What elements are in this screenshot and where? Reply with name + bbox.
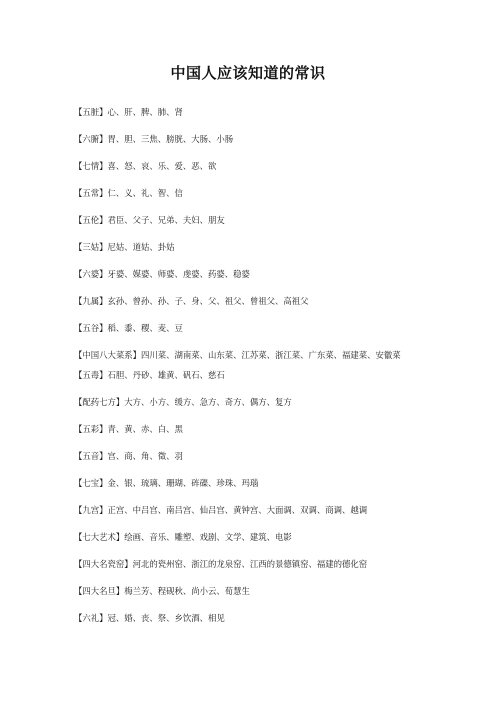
entry-row [74, 424, 434, 435]
entry-row [74, 505, 434, 516]
entry-row [74, 215, 434, 226]
entry-label: 【中国八大菜系】 [74, 350, 141, 360]
entry-value: 牙婆、媒婆、师婆、虔婆、药婆、稳婆 [107, 269, 250, 279]
entry-value: 青、黄、赤、白、黑 [107, 424, 183, 434]
entry-label: 【六礼】 [74, 613, 108, 623]
entry-label: 【七大艺术】 [74, 532, 125, 542]
entry-row [74, 350, 434, 361]
entry-value: 绘画、音乐、雕塑、戏剧、文学、建筑、电影 [124, 532, 292, 542]
entry-label: 【四大名旦】 [74, 586, 125, 596]
entry-row [74, 107, 434, 118]
entry-row [74, 532, 434, 543]
entry-value: 胃、胆、三焦、膀胱、大肠、小肠 [107, 134, 234, 144]
entry-value: 宫、商、角、徵、羽 [107, 451, 183, 461]
entry-row [74, 451, 434, 462]
entry-label: 【四大名瓷窑】 [74, 559, 133, 569]
entry-row [74, 370, 434, 381]
entry-value: 喜、怒、哀、乐、爱、恶、欲 [107, 161, 217, 171]
entry-label: 【五脏】 [74, 107, 108, 117]
entry-row [74, 559, 434, 570]
entry-row [74, 478, 434, 489]
entry-row [74, 397, 434, 408]
entry-label: 【九属】 [74, 296, 108, 306]
entry-row [74, 188, 434, 199]
entry-value: 石胆、丹砂、雄黄、矾石、慈石 [107, 370, 225, 380]
entry-row [74, 296, 434, 307]
entry-value: 稻、黍、稷、麦、豆 [107, 323, 183, 333]
entry-label: 【五伦】 [74, 215, 108, 225]
entry-row [74, 161, 434, 172]
entry-row [74, 586, 434, 597]
entry-value: 君臣、父子、兄弟、夫妇、朋友 [107, 215, 225, 225]
entry-label: 【五常】 [74, 188, 108, 198]
entry-label: 【三姑】 [74, 242, 108, 252]
entry-value: 正宫、中吕宫、南吕宫、仙吕宫、黄钟宫、大面调、双调、商调、越调 [107, 505, 368, 515]
entry-value: 大方、小方、缓方、急方、奇方、偶方、复方 [124, 397, 292, 407]
entry-value: 心、肝、脾、肺、肾 [107, 107, 183, 117]
entry-value: 四川菜、湖南菜、山东菜、江苏菜、浙江菜、广东菜、福建菜、安徽菜 [141, 350, 401, 360]
entry-label: 【九宫】 [74, 505, 108, 515]
entry-label: 【六腑】 [74, 134, 108, 144]
entry-row [74, 613, 434, 624]
entry-label: 【五谷】 [74, 323, 108, 333]
entry-value: 玄孙、曾孙、孙、子、身、父、祖父、曾祖父、高祖父 [107, 296, 309, 306]
entry-row [74, 269, 434, 280]
entry-value: 冠、婚、丧、祭、乡饮酒、相见 [107, 613, 225, 623]
entry-label: 【七宝】 [74, 478, 108, 488]
entry-label: 【五音】 [74, 451, 108, 461]
document-title: 中国人应该知道的常识 [170, 64, 326, 82]
entry-label: 【配药七方】 [74, 397, 125, 407]
entry-value: 仁、义、礼、智、信 [107, 188, 183, 198]
entry-value: 梅兰芳、程砚秋、尚小云、荀慧生 [124, 586, 250, 596]
entry-list [74, 107, 434, 624]
entry-label: 【五毒】 [74, 370, 108, 380]
entry-row [74, 323, 434, 334]
entry-value: 尼姑、道姑、卦姑 [107, 242, 175, 252]
entry-label: 【七情】 [74, 161, 108, 171]
entry-label: 【六婆】 [74, 269, 108, 279]
entry-label: 【五彩】 [74, 424, 108, 434]
entry-row [74, 134, 434, 145]
entry-value: 河北的瓷州窑、浙江的龙泉窑、江西的景德镇窑、福建的德化窑 [132, 559, 368, 569]
entry-value: 金、银、琉璃、珊瑚、砗磲、珍珠、玛瑙 [107, 478, 259, 488]
entry-row [74, 242, 434, 253]
